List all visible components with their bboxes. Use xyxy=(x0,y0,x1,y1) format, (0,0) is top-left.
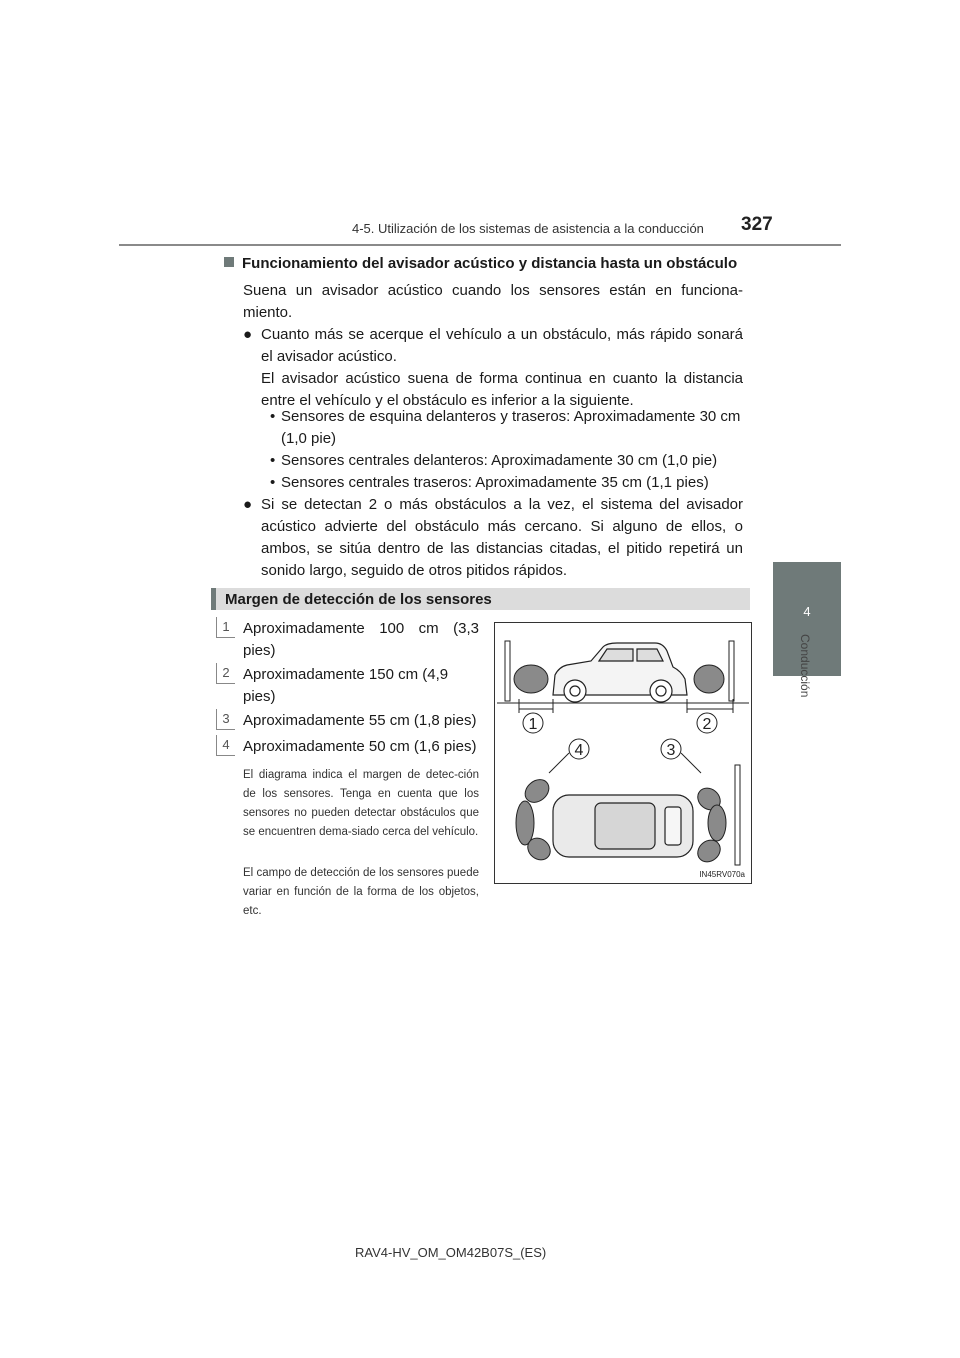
car-top-view xyxy=(553,795,693,857)
obstacle-left xyxy=(505,641,510,701)
square-bullet-icon xyxy=(224,257,234,267)
subsection-title: Funcionamiento del avisador acústico y distancia hasta un obstáculo xyxy=(242,255,738,272)
section-title-text: Margen de detección de los sensores xyxy=(225,591,492,608)
section-heading-bar xyxy=(211,588,216,610)
sub-item-3: Sensores centrales traseros: Aproximadamente 35 cm (1,1 pies) xyxy=(281,474,709,491)
intro-paragraph: Suena un avisador acústico cuando los sensores están en funciona-miento. xyxy=(243,282,743,321)
subsection-heading xyxy=(224,255,737,272)
item-1-text: Aproximadamente 100 cm (3,3 pies) xyxy=(243,620,479,659)
item-3-text: Aproximadamente 55 cm (1,8 pies) xyxy=(243,712,477,729)
bullet-1-extra: El avisador acústico suena de forma continua en cuanto la distancia entre el vehículo y el obstáculo es inferior a la siguiente. xyxy=(261,370,743,409)
rear-sensor-lobe xyxy=(694,665,724,693)
item-number-3: 3 xyxy=(216,709,235,730)
item-2-text: Aproximadamente 150 cm (4,9 pies) xyxy=(243,666,449,705)
bullet-1-text: Cuanto más se acerque el vehículo a un obstáculo, más rápido sonará el avisador acústico. xyxy=(261,326,743,365)
diagram-code: IN45RV070a xyxy=(699,870,745,879)
note-2: El campo de detección de los sensores puede variar en función de la forma de los objetos, etc. xyxy=(243,867,479,917)
section-title: 4-5. Utilización de los sistemas de asistencia a la conducción xyxy=(352,221,704,236)
dot-bullet-icon: • xyxy=(270,452,276,469)
sensor-range-diagram xyxy=(494,622,752,884)
item-number-2: 2 xyxy=(216,663,235,684)
note-1: El diagrama indica el margen de detec-ción de los sensores. Tenga en cuenta que los sensores no pueden detectar obstáculos que se encuentren dema-siado cerca del vehículo. xyxy=(243,769,479,838)
item-number-1: 1 xyxy=(216,617,235,638)
callout-3: 3 xyxy=(666,742,676,759)
page-number: 327 xyxy=(741,214,773,235)
obstacle-right xyxy=(729,641,734,701)
callout-2: 2 xyxy=(702,716,712,733)
bullet-2-text: Si se detectan 2 o más obstáculos a la vez, el sistema del avisador acústico advierte del obstáculo más cercano. Si alguno de ellos, o ambos, se sitúa dentro de las distancias citadas, el pitido repetirá un sonido largo, seguido de otros pitidos rápidos. xyxy=(261,496,743,579)
leader-4 xyxy=(549,753,569,773)
front-sensor-lobe xyxy=(514,665,548,693)
item-number-4: 4 xyxy=(216,735,235,756)
car-side-view xyxy=(553,643,687,702)
round-bullet-icon: ● xyxy=(243,496,253,513)
callout-1: 1 xyxy=(528,716,538,733)
section-heading-box xyxy=(211,588,750,610)
sub-item-2: Sensores centrales delanteros: Aproximadamente 30 cm (1,0 pie) xyxy=(281,452,718,469)
chapter-label-text: Conducción xyxy=(798,634,812,698)
dimension-lines xyxy=(519,699,733,713)
leader-3 xyxy=(681,753,701,773)
dot-bullet-icon: • xyxy=(270,474,276,491)
footer-code: RAV4-HV_OM_OM42B07S_(ES) xyxy=(355,1245,547,1260)
sub-item-1: Sensores de esquina delanteros y traseros: Aproximadamente 30 cm (1,0 pie) xyxy=(281,408,741,447)
callout-4: 4 xyxy=(574,742,584,759)
diagram-drawing xyxy=(495,623,751,883)
dot-bullet-icon: • xyxy=(270,408,276,425)
chapter-number: 4 xyxy=(803,604,811,619)
chapter-label xyxy=(776,632,836,752)
round-bullet-icon: ● xyxy=(243,326,253,343)
header-divider xyxy=(119,244,841,246)
obstacle-top-right xyxy=(735,765,740,865)
item-4-text: Aproximadamente 50 cm (1,6 pies) xyxy=(243,738,477,755)
